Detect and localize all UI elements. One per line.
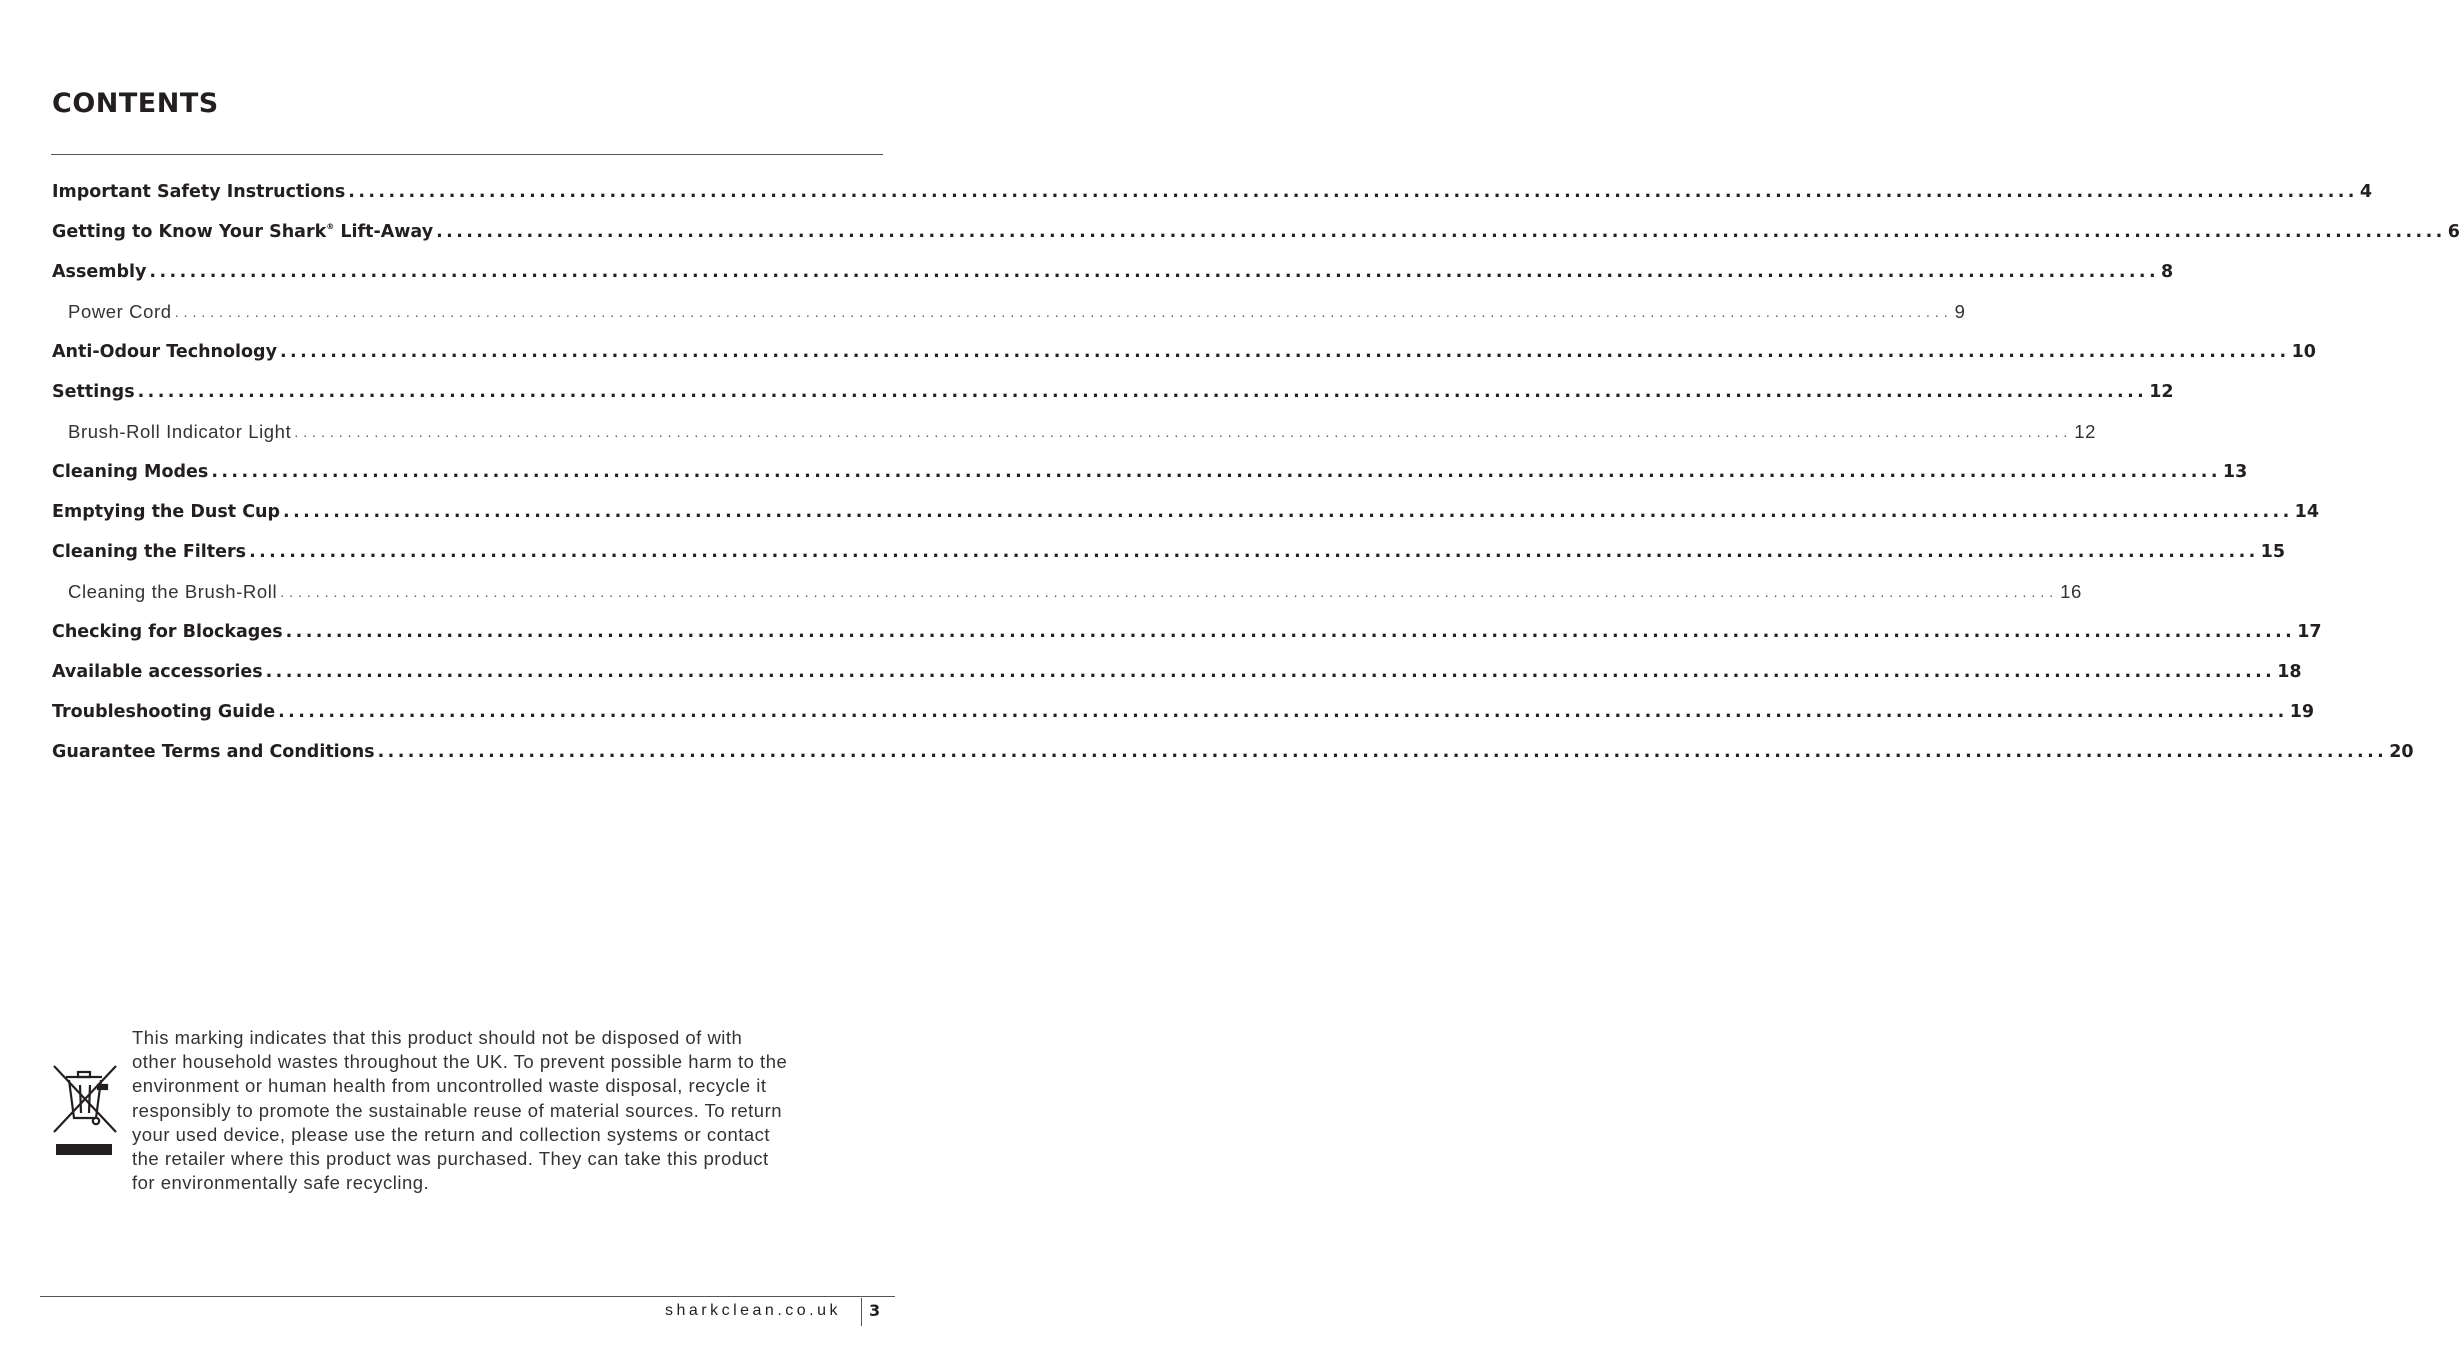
page-title: CONTENTS bbox=[52, 88, 219, 119]
toc-entry bbox=[52, 612, 2322, 652]
toc-entry-page: 15 bbox=[2260, 542, 2286, 562]
toc-entry-page: 8 bbox=[2161, 262, 2174, 282]
toc-entry-page: 20 bbox=[2389, 742, 2414, 762]
notice-line: This marking indicates that this product should not be disposed of with bbox=[132, 1027, 743, 1048]
toc-entry bbox=[52, 172, 2373, 212]
toc-entry-title: Troubleshooting Guide bbox=[52, 702, 276, 722]
toc-entry-page: 18 bbox=[2277, 662, 2302, 682]
toc-entry-page: 12 bbox=[2149, 382, 2174, 402]
toc-dot-leader: ........................................................................................................................................................................................................ bbox=[436, 222, 2446, 242]
toc-dot-leader: ........................................................................................................................................................................................................ bbox=[278, 702, 2288, 722]
table-of-contents bbox=[52, 172, 2460, 772]
toc-entry-page: 19 bbox=[2289, 702, 2315, 722]
toc-dot-leader: ........................................................................................................................................................................................................ bbox=[280, 584, 2059, 600]
toc-dot-leader: ........................................................................................................................................................................................................ bbox=[377, 742, 2388, 762]
toc-entry bbox=[52, 372, 2174, 412]
footer-divider bbox=[40, 1296, 895, 1297]
toc-dot-leader: ........................................................................................................................................................................................................ bbox=[348, 182, 2358, 202]
toc-entry-page: 4 bbox=[2359, 182, 2373, 202]
toc-dot-leader: ........................................................................................................................................................................................................ bbox=[280, 342, 2290, 362]
toc-dot-leader: ........................................................................................................................................................................................................ bbox=[211, 462, 2221, 482]
toc-entry-page: 12 bbox=[2074, 421, 2097, 442]
toc-entry-title: Settings bbox=[52, 382, 135, 402]
notice-line: responsibly to promote the sustainable reuse of material sources. To return bbox=[132, 1099, 783, 1121]
toc-entry-page: 16 bbox=[2060, 581, 2082, 602]
toc-dot-leader: ........................................................................................................................................................................................................ bbox=[174, 304, 1953, 320]
toc-dot-leader: ........................................................................................................................................................................................................ bbox=[149, 262, 2160, 282]
notice-line: other household wastes throughout the UK. To prevent possible harm to the bbox=[132, 1051, 788, 1073]
toc-dot-leader: ........................................................................................................................................................................................................ bbox=[283, 502, 2293, 522]
toc-entry-title: Power Cord bbox=[68, 301, 172, 322]
page-number: 3 bbox=[869, 1301, 881, 1320]
toc-entry-title: Assembly bbox=[52, 262, 147, 282]
footer-website: sharkclean.co.uk bbox=[664, 1302, 841, 1319]
heading-divider bbox=[51, 154, 883, 155]
toc-entry-title: Brush-Roll Indicator Light bbox=[68, 421, 292, 442]
footer-separator bbox=[861, 1298, 862, 1326]
toc-entry bbox=[52, 412, 2097, 452]
toc-entry bbox=[52, 492, 2319, 532]
toc-entry-page: 6 bbox=[2447, 222, 2460, 242]
toc-entry-title: Cleaning Modes bbox=[52, 462, 209, 482]
toc-entry-title: Important Safety Instructions bbox=[52, 182, 346, 202]
toc-entry bbox=[52, 252, 2174, 292]
toc-entry bbox=[52, 532, 2286, 572]
toc-entry-title: Anti-Odour Technology bbox=[52, 342, 277, 362]
toc-dot-leader: ........................................................................................................................................................................................................ bbox=[294, 424, 2073, 440]
weee-crossed-bin-icon bbox=[50, 1058, 120, 1158]
weee-notice-text bbox=[132, 1026, 892, 1195]
toc-entry-title: Getting to Know Your Shark® Lift-Away bbox=[52, 222, 434, 242]
toc-entry bbox=[52, 332, 2316, 372]
toc-entry-title: Available accessories bbox=[52, 662, 263, 682]
toc-dot-leader: ........................................................................................................................................................................................................ bbox=[265, 662, 2276, 682]
toc-entry-title: Emptying the Dust Cup bbox=[52, 502, 281, 522]
toc-dot-leader: ........................................................................................................................................................................................................ bbox=[249, 542, 2259, 562]
toc-entry bbox=[52, 732, 2414, 772]
notice-line: the retailer where this product was purchased. They can take this product bbox=[132, 1148, 769, 1170]
toc-entry bbox=[52, 212, 2460, 252]
registered-trademark-mark: ® bbox=[326, 222, 335, 231]
notice-line: your used device, please use the return and collection systems or contact bbox=[132, 1123, 771, 1145]
toc-dot-leader: ........................................................................................................................................................................................................ bbox=[285, 622, 2296, 642]
toc-entry-page: 13 bbox=[2222, 462, 2248, 482]
toc-entry-page: 17 bbox=[2297, 622, 2322, 642]
toc-entry-title: Cleaning the Filters bbox=[52, 542, 247, 562]
toc-entry-page: 9 bbox=[1954, 301, 1966, 322]
toc-entry bbox=[52, 572, 2082, 612]
toc-entry-title: Cleaning the Brush-Roll bbox=[68, 581, 278, 602]
toc-entry-page: 14 bbox=[2294, 502, 2319, 522]
toc-entry bbox=[52, 652, 2302, 692]
toc-dot-leader: ........................................................................................................................................................................................................ bbox=[137, 382, 2148, 402]
toc-entry-title: Guarantee Terms and Conditions bbox=[52, 742, 375, 762]
toc-entry-title: Checking for Blockages bbox=[52, 622, 283, 642]
notice-line: environment or human health from uncontrolled waste disposal, recycle it bbox=[132, 1075, 767, 1097]
toc-entry-page: 10 bbox=[2291, 342, 2316, 362]
toc-entry bbox=[52, 692, 2315, 732]
notice-line: for environmentally safe recycling. bbox=[132, 1172, 430, 1194]
toc-entry bbox=[52, 452, 2248, 492]
toc-entry bbox=[52, 292, 1966, 332]
